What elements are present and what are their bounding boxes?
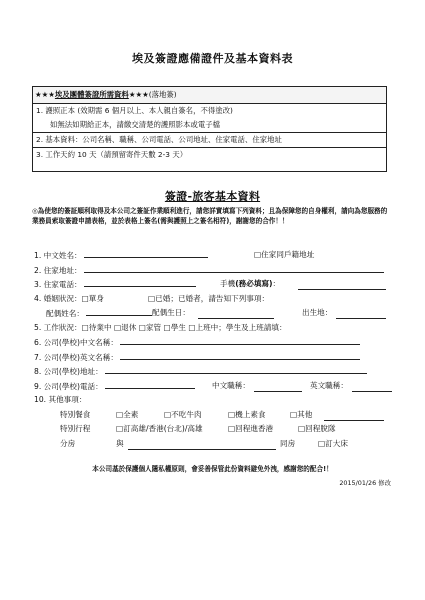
row-room — [34, 437, 394, 452]
requirements-note: (落地簽) — [148, 90, 177, 99]
mobile-required: (務必填寫) — [235, 279, 273, 288]
roommate-field[interactable] — [128, 440, 276, 450]
company-phone-field[interactable] — [105, 379, 195, 389]
requirement-subtext: 如無法如期給正本，請繳交清楚的護照影本或電子檔 — [50, 120, 220, 129]
requirement-text: 1. 護照正本 (效期需 6 個月以上、本人親自簽名，不得塗改) — [36, 106, 233, 115]
trip-leave-group-checkbox[interactable]: □回程脫隊 — [298, 424, 336, 433]
label-spouse-name: 配偶姓名： — [46, 309, 84, 318]
requirement-passport — [33, 104, 386, 133]
label-en-title: 英文職稱： — [310, 380, 348, 390]
label-company-phone: 9. 公司(學校)電話： — [34, 381, 103, 391]
row-company-en — [34, 350, 394, 365]
home-phone-field[interactable] — [84, 277, 196, 287]
meal-other-field[interactable] — [324, 411, 384, 421]
row-company-address — [34, 364, 394, 379]
mobile-field[interactable] — [298, 280, 386, 290]
row-chinese-name — [34, 248, 394, 263]
row-special-trip — [34, 422, 394, 437]
label-company-cn: 6. 公司(學校)中文名稱： — [34, 338, 118, 347]
label-birthplace: 出生地： — [302, 308, 333, 317]
married-checkbox[interactable]: □已婚；已婚者，請告知下列事項： — [148, 293, 270, 303]
cn-title-field[interactable] — [254, 382, 302, 392]
spouse-birth-field[interactable] — [198, 309, 274, 319]
single-checkbox[interactable]: 4. 婚姻狀況：□單身 — [34, 293, 104, 303]
label-home-phone: 3. 住家電話： — [34, 280, 82, 289]
label-room: 分房 — [60, 438, 76, 448]
label-company-en: 7. 公司(學校)英文名稱： — [34, 352, 118, 362]
row-company-phone — [34, 379, 394, 394]
home-address-field[interactable] — [84, 263, 384, 273]
company-en-field[interactable] — [120, 350, 360, 360]
requirement-text: 3. 工作天約 10 天（請預留寄件天數 2-3 天） — [36, 150, 188, 159]
section-title: 簽證-旅客基本資料 — [164, 190, 261, 203]
privacy-footer: 本公司基於保護個人隱私權原則，會妥善保管此份資料避免外洩，感謝您的配合!！ — [92, 465, 333, 473]
row-work-status — [34, 321, 394, 336]
row-special-meal — [34, 408, 394, 423]
label-mobile: 手機(務必填寫)： — [220, 279, 281, 288]
work-status-options[interactable]: 5. 工作狀況：□待業中 □退休 □家管 □學生 □上班中；學生及上班請填： — [34, 322, 287, 332]
row-company-cn — [34, 335, 394, 350]
requirement-processing-days — [33, 148, 386, 162]
birthplace-field[interactable] — [336, 309, 386, 319]
trip-khh-hk-checkbox[interactable]: □訂高雄/香港(台北)/高雄 — [116, 424, 203, 433]
row-marital-status — [34, 292, 394, 307]
stars-left: ★★★ — [35, 90, 55, 99]
chinese-name-field[interactable] — [84, 248, 208, 258]
label-spouse-birth: 配偶生日： — [152, 308, 190, 317]
label-cn-title: 中文職稱： — [212, 380, 250, 390]
en-title-field[interactable] — [352, 382, 392, 392]
label-same-room: 同房 — [280, 438, 296, 448]
label-special-meal: 特別餐食 — [60, 409, 91, 419]
page-title: 埃及簽證應備證件及基本資料表 — [132, 52, 293, 65]
label-special-trip: 特別行程 — [60, 424, 91, 433]
revision-date: 2015/01/26 修改 — [339, 479, 391, 487]
stars-right: ★★★ — [128, 90, 149, 99]
label-company-address: 8. 公司(學校)地址： — [34, 367, 103, 376]
row-spouse — [34, 306, 394, 321]
requirements-box — [32, 86, 387, 172]
notice-text: ◎為使您的簽証順利取得及本公司之簽証作業順利進行，請您詳實填寫下列資料；且為保障您的自身權利，請向為您服務的業務員索取簽證申請表格，並於表格上簽名(需與護照上之簽名相符)，謝謝您的合作！！ — [32, 207, 388, 225]
same-address-checkbox[interactable]: □住家同戶籍地址 — [254, 250, 315, 259]
meal-vegan-checkbox[interactable]: □全素 — [116, 409, 139, 419]
label-other: 10. 其他事項： — [34, 395, 87, 404]
requirement-text: 2. 基本資料：公司名稱、職稱、公司電話、公司地址、住家電話、住家地址 — [36, 135, 282, 144]
meal-other-checkbox[interactable]: □其他 — [290, 409, 313, 419]
label-home-address: 2. 住家地址： — [34, 265, 82, 275]
label-chinese-name: 1. 中文姓名： — [34, 251, 82, 260]
traveler-form — [34, 248, 394, 451]
company-address-field[interactable] — [105, 364, 367, 374]
row-home-phone — [34, 277, 394, 292]
meal-inflight-veg-checkbox[interactable]: □機上素食 — [228, 409, 266, 419]
requirements-heading-text: 埃及團體簽證所需資料 — [54, 90, 129, 99]
row-home-address — [34, 263, 394, 278]
big-bed-checkbox[interactable]: □訂大床 — [318, 438, 348, 448]
company-cn-field[interactable] — [120, 335, 360, 345]
trip-return-hk-checkbox[interactable]: □回程進香港 — [228, 424, 274, 433]
requirement-basic-info — [33, 133, 386, 148]
row-other — [34, 393, 394, 408]
spouse-name-field[interactable] — [86, 306, 152, 316]
meal-no-beef-checkbox[interactable]: □不吃牛肉 — [164, 409, 202, 419]
requirements-heading — [33, 87, 386, 104]
label-room-with: 與 — [116, 438, 124, 448]
